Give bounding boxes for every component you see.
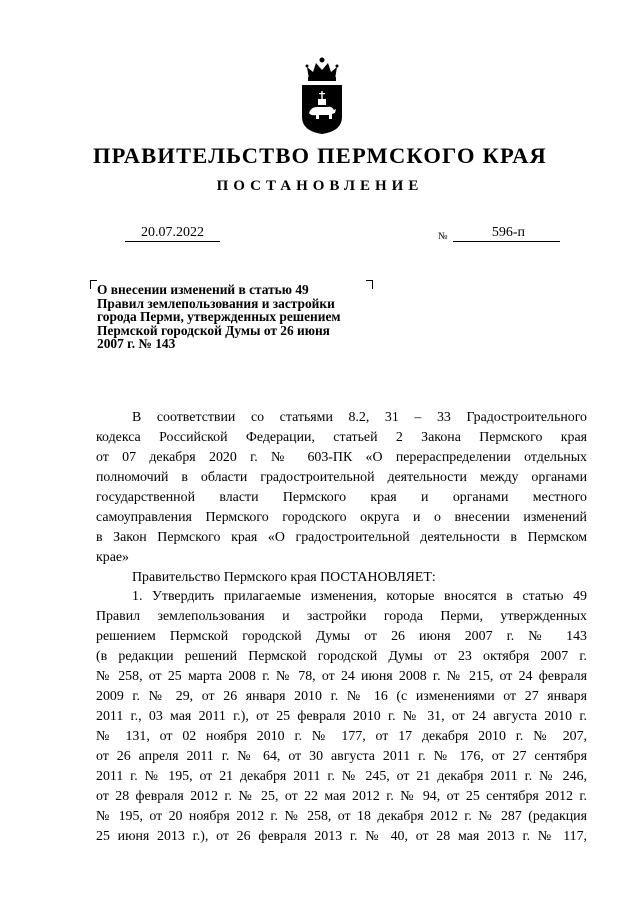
body-line: государственной власти Пермского края и органами местного — [96, 489, 587, 505]
subject-line: Правил землепользования и застройки — [97, 295, 335, 311]
government-title: ПРАВИТЕЛЬСТВО ПЕРМСКОГО КРАЯ — [92, 143, 548, 168]
body-line: 25 июня 2013 г.), от 26 февраля 2013 г. № 40, от 28 мая 2013 г. № 117, — [96, 828, 587, 844]
body-line: № 195, от 20 ноября 2012 г. № 258, от 18 декабря 2012 г. № 287 (редакция — [96, 808, 587, 824]
body-line: крае» — [96, 549, 129, 565]
number-field — [453, 225, 560, 242]
body-line: полномочий в области градостроительной деятельности между органами — [96, 469, 587, 485]
body-line: кодекса Российской Федерации, статьей 2 Закона Пермского края — [96, 429, 587, 445]
body-line: 2009 г. № 29, от 26 января 2010 г. № 16 (с изменениями от 27 января — [96, 689, 587, 705]
body-line: Правил землепользования и застройки города Перми, утвержденных — [96, 609, 587, 625]
body-line: самоуправления Пермского городского округа и о внесении изменений — [96, 509, 587, 525]
subject-line: Пермской городской Думы от 26 июня — [97, 322, 330, 338]
document-body — [96, 408, 587, 847]
subject-line: 2007 г. № 143 — [97, 336, 176, 352]
perm-coat-of-arms-icon — [297, 55, 347, 135]
subject-line: О внесении изменений в статью 49 — [97, 282, 309, 297]
body-line: 2011 г. № 195, от 21 декабря 2011 г. № 245, от 21 декабря 2011 г. № 246, — [96, 768, 587, 784]
body-line: № 258, от 25 марта 2008 г. № 78, от 24 июня 2008 г. № 215, от 24 февраля — [96, 669, 587, 685]
resolution-line: Правительство Пермского края ПОСТАНОВЛЯЕТ: — [132, 569, 436, 585]
document-date: 20.07.2022 — [141, 225, 204, 240]
body-line: В соответствии со статьями 8.2, 31 – 33 Градостроительного — [132, 410, 587, 425]
subject-corner-left — [90, 280, 97, 289]
subject-block — [97, 283, 372, 351]
body-line: от 28 февраля 2012 г. № 25, от 22 мая 2012 г. № 94, от 25 сентября 2012 г. — [96, 788, 587, 804]
body-line: 2011 г., 03 мая 2011 г.), от 25 февраля 2010 г. № 31, от 24 августа 2010 г. — [96, 709, 587, 725]
body-line: № 131, от 02 ноября 2010 г. № 177, от 17 декабря 2010 г. № 207, — [96, 729, 587, 744]
document-type: ПОСТАНОВЛЕНИЕ — [216, 178, 424, 194]
document-number: 596-п — [491, 225, 525, 240]
subject-line: города Перми, утвержденных решением — [97, 309, 341, 325]
body-line: (в редакции решений Пермской городской Думы от 23 октября 2007 г. — [96, 649, 587, 665]
body-line: решением Пермской городской Думы от 26 июня 2007 г. № 143 — [96, 629, 587, 645]
body-line: от 26 апреля 2011 г. № 64, от 30 августа 2011 г. № 176, от 27 сентября — [96, 748, 587, 764]
date-field — [125, 225, 220, 242]
body-line: от 07 декабря 2020 г. № 603-ПК «О перераспределении отдельных — [96, 449, 587, 465]
number-label: № — [438, 231, 448, 242]
body-line: 1. Утвердить прилагаемые изменения, которые вносятся в статью 49 — [132, 589, 587, 605]
body-line: в Закон Пермского края «О градостроительной деятельности в Пермском — [96, 529, 587, 545]
